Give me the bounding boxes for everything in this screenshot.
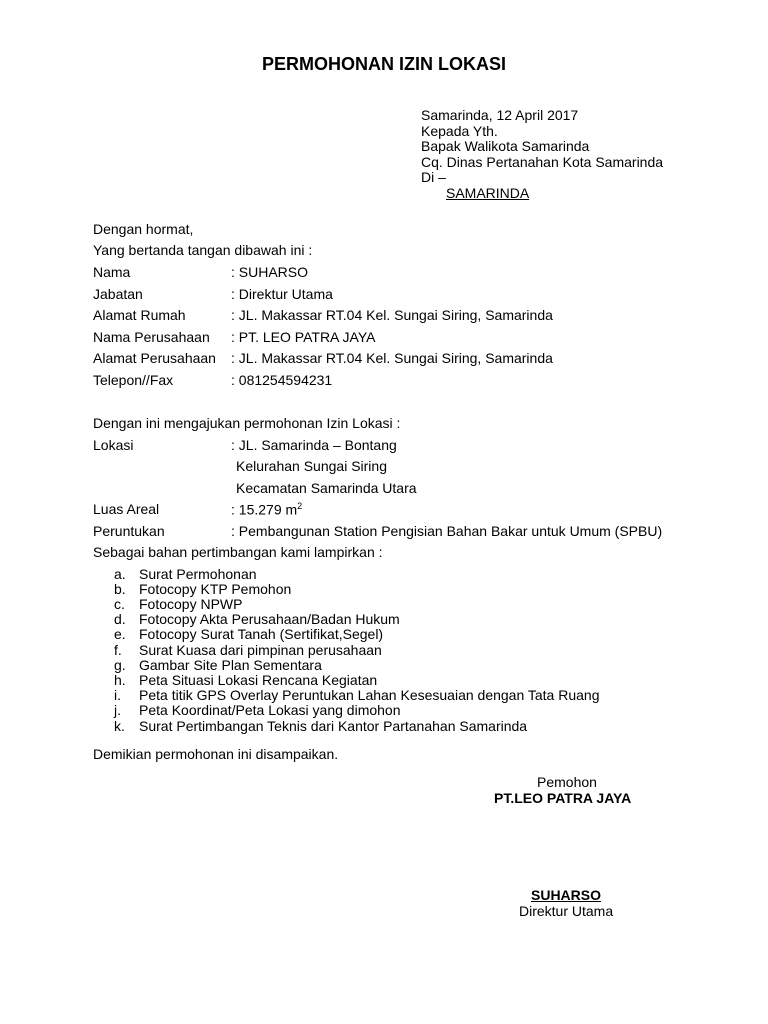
addressee-di: Di – [421,169,446,185]
list-item: Surat Kuasa dari pimpinan perusahaan [139,642,382,658]
applicant-value: : 081254594231 [231,372,333,388]
applicant-value: : JL. Makassar RT.04 Kel. Sungai Siring, Samarinda [231,350,553,366]
list-item: Fotocopy NPWP [139,596,243,612]
applicant-label: Alamat Perusahaan [93,350,216,366]
list-item-letter: c. [114,596,125,612]
applicant-label: Alamat Rumah [93,307,186,323]
applicant-value: : PT. LEO PATRA JAYA [231,329,376,345]
intro-text: Yang bertanda tangan dibawah ini : [93,242,313,258]
list-item-letter: b. [114,581,126,597]
list-item: Peta Koordinat/Peta Lokasi yang dimohon [139,702,401,718]
request-intro: Dengan ini mengajukan permohonan Izin Lokasi : [93,415,401,431]
list-item: Surat Permohonan [139,566,257,582]
area-unit-superscript: 2 [297,501,303,511]
list-item: Fotocopy Surat Tanah (Sertifikat,Segel) [139,626,384,642]
list-item-letter: a. [114,566,126,582]
location-line: Kelurahan Sungai Siring [236,458,387,474]
applicant-label: Jabatan [93,286,143,302]
applicant-label: Nama [93,264,131,280]
location-label: Lokasi [93,437,134,453]
list-item: Peta titik GPS Overlay Peruntukan Lahan Kesesuaian dengan Tata Ruang [139,687,600,703]
applicant-value: : JL. Makassar RT.04 Kel. Sungai Siring, Samarinda [231,307,553,323]
location-line: : JL. Samarinda – Bontang [231,437,397,453]
list-item-letter: f. [114,642,122,658]
closing-text: Demikian permohonan ini disampaikan. [93,746,339,762]
page-title: PERMOHONAN IZIN LOKASI [261,54,506,74]
signature-company: PT.LEO PATRA JAYA [494,790,632,806]
addressee-to: Kepada Yth. [421,123,498,139]
list-item-letter: k. [114,718,125,734]
signature-role: Pemohon [537,774,597,790]
purpose-label: Peruntukan [93,523,165,539]
greeting: Dengan hormat, [93,221,194,237]
area-number: : 15.279 m [231,501,298,518]
applicant-label: Nama Perusahaan [93,329,210,345]
attachments-intro: Sebagai bahan pertimbangan kami lampirkan : [93,544,383,560]
signature-position: Direktur Utama [519,903,614,919]
signature-name: SUHARSO [531,887,602,903]
list-item: Surat Pertimbangan Teknis dari Kantor Partanahan Samarinda [139,718,528,734]
area-label: Luas Areal [93,501,160,517]
addressee-recipient: Bapak Walikota Samarinda [421,138,590,154]
list-item: Fotocopy KTP Pemohon [139,581,292,597]
list-item-letter: g. [114,657,126,673]
list-item: Gambar Site Plan Sementara [139,657,322,673]
addressee-city: SAMARINDA [446,185,530,201]
list-item-letter: j. [114,702,121,718]
purpose-value: : Pembangunan Station Pengisian Bahan Bakar untuk Umum (SPBU) [231,523,663,539]
list-item-letter: d. [114,611,126,627]
list-item-letter: e. [114,626,126,642]
applicant-value: : Direktur Utama [231,286,333,302]
area-value [231,502,302,517]
list-item-letter: i. [114,687,121,703]
place-date: Samarinda, 12 April 2017 [421,107,579,123]
applicant-label: Telepon//Fax [93,372,174,388]
applicant-value: : SUHARSO [231,264,309,280]
list-item: Peta Situasi Lokasi Rencana Kegiatan [139,672,378,688]
addressee-cq: Cq. Dinas Pertanahan Kota Samarinda [421,154,664,170]
location-line: Kecamatan Samarinda Utara [236,480,417,496]
list-item: Fotocopy Akta Perusahaan/Badan Hukum [139,611,400,627]
list-item-letter: h. [114,672,126,688]
